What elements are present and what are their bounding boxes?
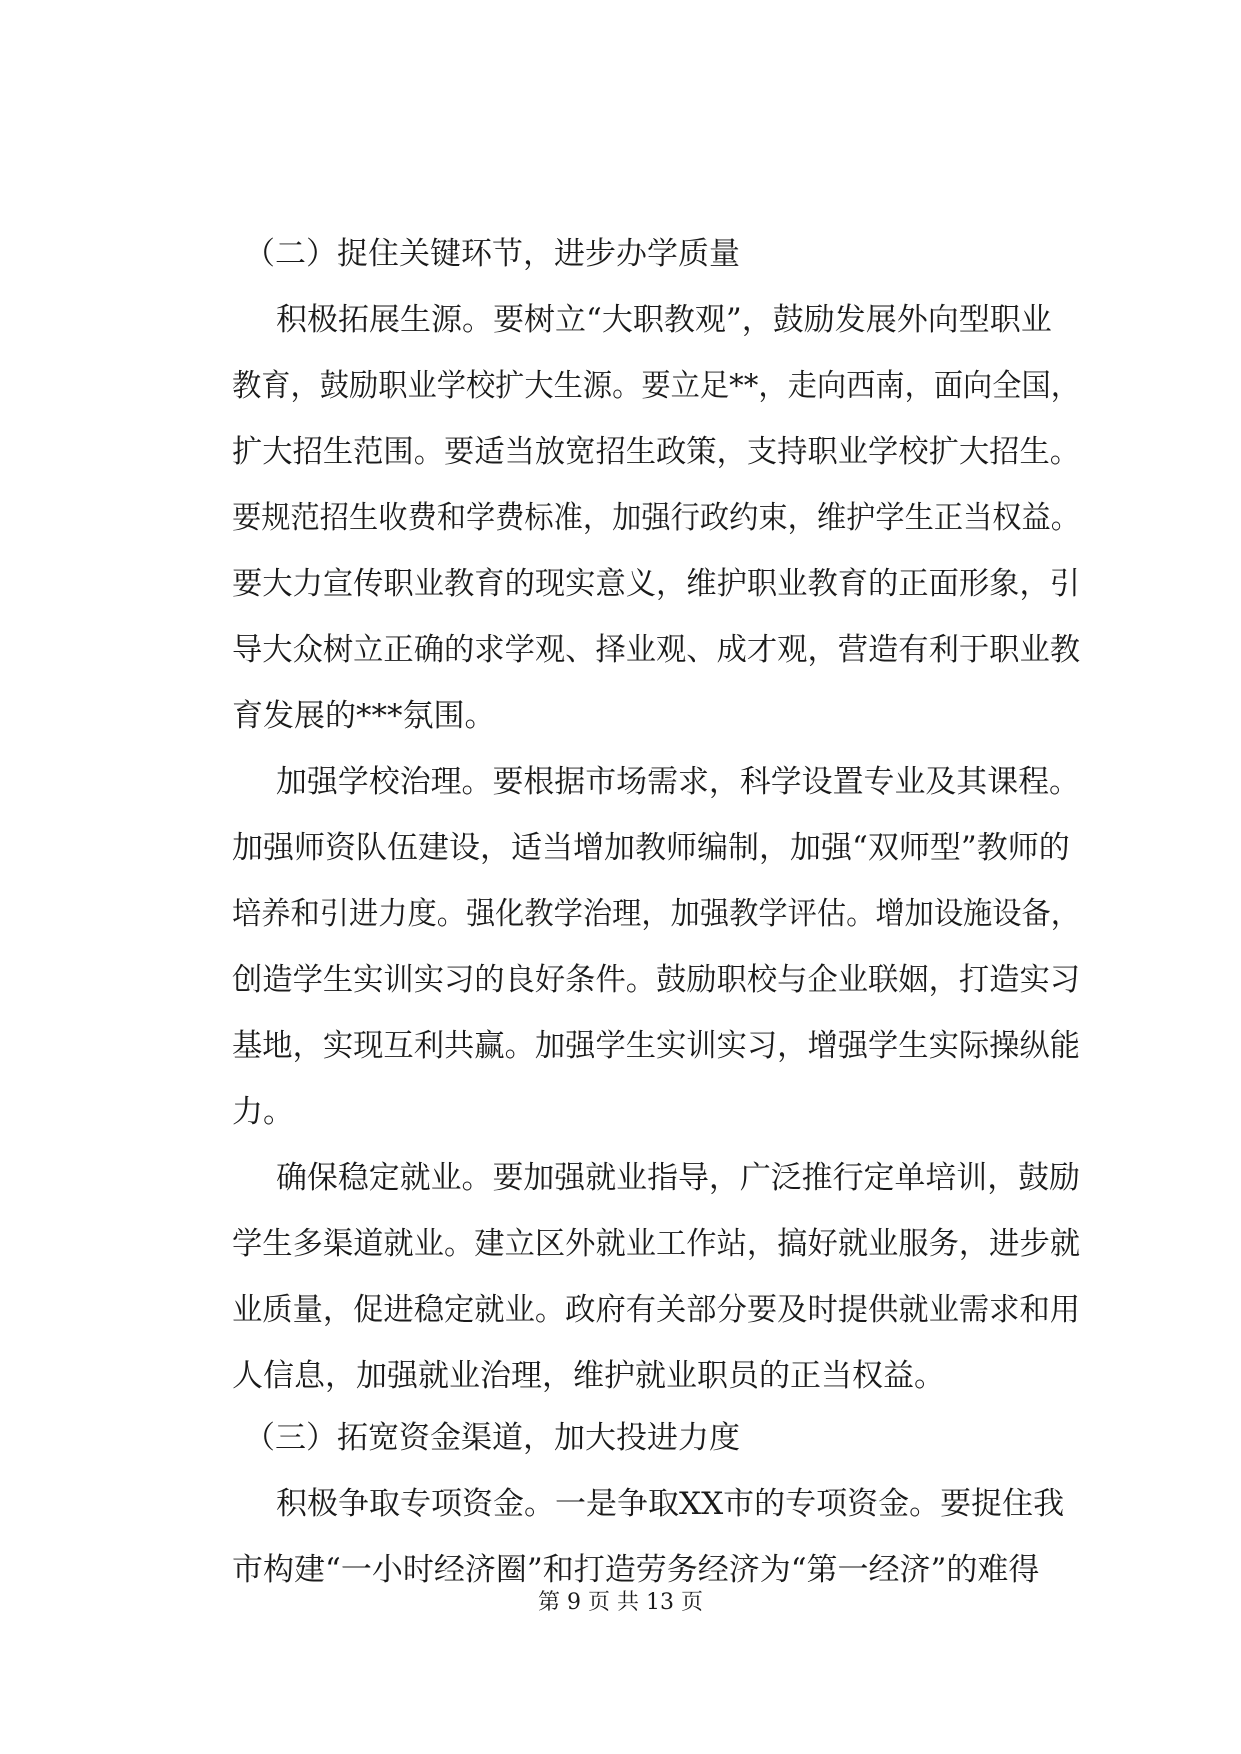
paragraph-line: 培养和引进力度。强化教学治理，加强教学评估。增加设施设备， xyxy=(232,896,1081,932)
paragraph-line: 确保稳定就业。要加强就业指导，广泛推行定单培训，鼓励 xyxy=(276,1160,1080,1196)
paragraph-line: 学生多渠道就业。建立区外就业工作站，搞好就业服务，进步就 xyxy=(232,1226,1081,1262)
paragraph-line: 扩大招生范围。要适当放宽招生政策，支持职业学校扩大招生。 xyxy=(232,434,1081,470)
paragraph-line: 基地，实现互利共赢。加强学生实训实习，增强学生实际操纵能 xyxy=(232,1028,1081,1064)
paragraph-line: 业质量，促进稳定就业。政府有关部分要及时提供就业需求和用 xyxy=(232,1292,1081,1328)
paragraph-line: 人信息，加强就业治理，维护就业职员的正当权益。 xyxy=(232,1358,945,1394)
paragraph-line: 导大众树立正确的求学观、择业观、成才观，营造有利于职业教 xyxy=(232,632,1081,668)
paragraph-line: 创造学生实训实习的良好条件。鼓励职校与企业联姻，打造实习 xyxy=(232,962,1081,998)
paragraph-line: 要大力宣传职业教育的现实意义，维护职业教育的正面形象，引 xyxy=(232,566,1081,602)
paragraph-line: 市构建“一小时经济圈”和打造劳务经济为“第一经济”的难得 xyxy=(232,1552,1040,1588)
paragraph-line: 积极拓展生源。要树立“大职教观”，鼓励发展外向型职业 xyxy=(276,302,1052,338)
paragraph-line: 力。 xyxy=(232,1094,294,1130)
page-footer: 第 9 页 共 13 页 xyxy=(538,1590,703,1615)
paragraph-line: 加强学校治理。要根据市场需求，科学设置专业及其课程。 xyxy=(276,764,1080,800)
paragraph-line: 教育，鼓励职业学校扩大生源。要立足**，走向西南，面向全国， xyxy=(232,368,1081,404)
paragraph-line: 要规范招生收费和学费标准，加强行政约束，维护学生正当权益。 xyxy=(232,500,1081,536)
section-heading: （三）拓宽资金渠道，加大投进力度 xyxy=(244,1420,740,1456)
paragraph-line: 加强师资队伍建设，适当增加教师编制，加强“双师型”教师的 xyxy=(232,830,1070,866)
paragraph-line: 积极争取专项资金。一是争取XX市的专项资金。要捉住我 xyxy=(276,1486,1065,1522)
paragraph-line: 育发展的***氛围。 xyxy=(232,698,496,734)
section-heading: （二）捉住关键环节，进步办学质量 xyxy=(244,236,740,272)
